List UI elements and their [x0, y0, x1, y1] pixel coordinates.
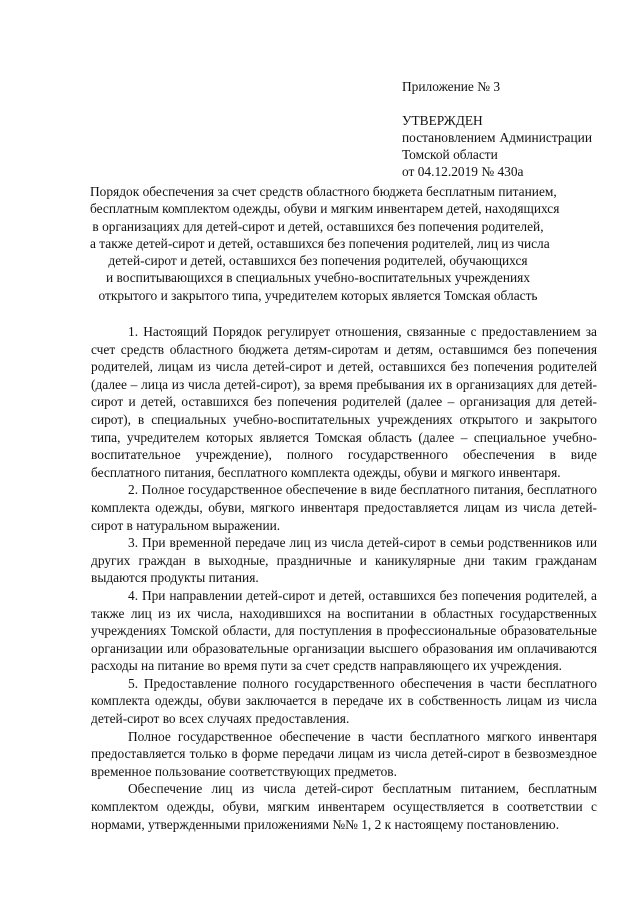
title-line: Порядок обеспечения за счет средств областного бюджета бесплатным питанием,: [90, 184, 557, 199]
title-line: открытого и закрытого типа, учредителем которых является Томская область: [98, 287, 538, 303]
paragraph-1: 1. Настоящий Порядок регулирует отношения, связанные с предоставлением за счет средств областного бюджета детям-сиротам и детям, оставшимся без попечения родителей, лицам из числа детей-сирот и детей, оставшихся без попечения родителей (далее – лица из числа детей-сирот), за время пребывания их в организациях для детей-сирот и детей, оставшихся без попечения родителей (далее – организация для детей-сирот), в специальных учебно-воспитательных учреждениях открытого и закрытого типа, учредителем которых является Томская область (далее – специальное учебно-воспитательное учреждение), полного государственного обеспечения в виде бесплатного питания, бесплатного комплекта одежды, обуви и мягкого инвентаря.: [91, 324, 597, 480]
approval-line-2: Томской области: [402, 147, 498, 162]
approval-line-1: [402, 129, 592, 146]
approved-label: УТВЕРЖДЕН: [402, 113, 483, 128]
paragraph-3: 3. При временной передаче лиц из числа детей-сирот в семьи родственников или других граждан в выходные, праздничные и каникулярные дни таким гражданам выдаются продукты питания.: [91, 535, 597, 586]
paragraph-2: 2. Полное государственное обеспечение в виде бесплатного питания, бесплатного комплекта одежды, обуви, мягкого инвентаря предоставляется лицам из числа детей-сирот в натуральном выражении.: [91, 482, 597, 533]
approval-date-number: от 04.12.2019 № 430а: [402, 164, 524, 179]
approval-block: [402, 78, 602, 180]
approval-authority-text: Администрации: [499, 130, 592, 145]
paragraph-6: Полное государственное обеспечение в части бесплатного мягкого инвентаря предоставляется только в форме передачи лицам из числа детей-сирот в безвозмездное временное пользование соответствующих предметов.: [91, 728, 597, 779]
paragraph-7: Обеспечение лиц из числа детей-сирот бесплатным питанием, бесплатным комплектом одежды, обуви, мягким инвентарем осуществляется в соответствии с нормами, утвержденными приложениями №№ 1, 2 к настоящему постановлению.: [91, 781, 597, 832]
paragraph-5: 5. Предоставление полного государственного обеспечения в части бесплатного комплекта одежды, обуви заключается в передаче их в собственность лицам из числа детей-сирот во всех случаях предоставления.: [91, 675, 597, 727]
title-line: бесплатным комплектом одежды, обуви и мягким инвентарем детей, находящихся: [90, 201, 560, 217]
paragraph-4: 4. При направлении детей-сирот и детей, оставшихся без попечения родителей, а также лиц из их числа, находившихся на воспитании в областных государственных учреждениях Томской области, для поступления в профессиональные образовательные организации или образовательные организации высшего образования им оплачиваются расходы на питание во время пути за счет средств направляющего их учреждения.: [91, 587, 597, 674]
title-line: и воспитывающихся в специальных учебно-воспитательных учреждениях: [105, 270, 531, 286]
appendix-label: Приложение № 3: [402, 79, 501, 94]
approval-by-text: постановлением: [402, 130, 496, 145]
document-body: [91, 323, 597, 833]
document-title: [90, 183, 560, 304]
title-line: детей-сирот и детей, оставшихся без попечения родителей, обучающихся: [108, 253, 528, 269]
title-line: а также детей-сирот и детей, оставшихся без попечения родителей, лиц из числа: [90, 235, 550, 251]
title-line: в организациях для детей-сирот и детей, оставшихся без попечения родителей,: [92, 218, 544, 234]
